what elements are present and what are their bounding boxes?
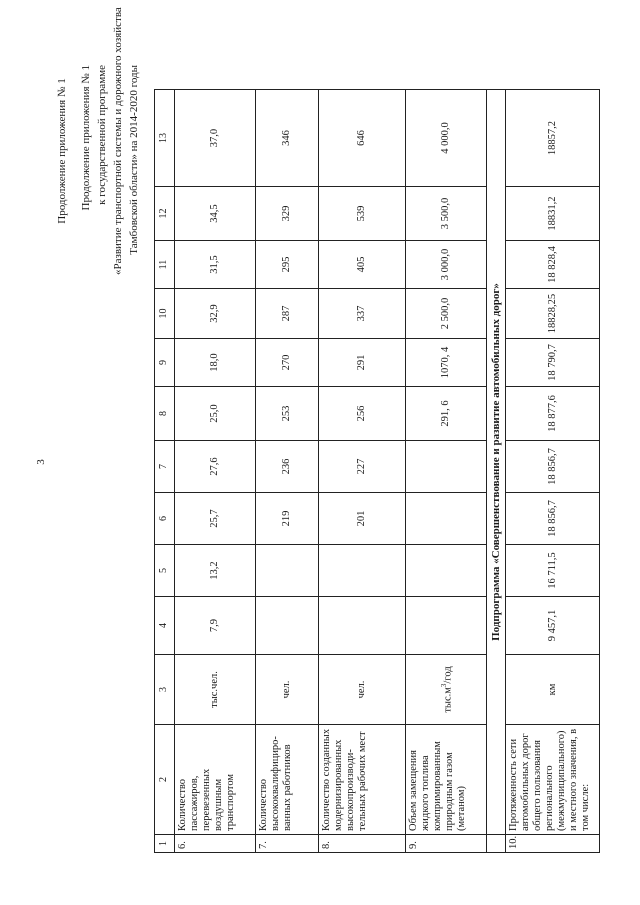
col-header: 10 — [155, 289, 175, 339]
value-cell: 270 — [256, 339, 319, 387]
value-cell: 405 — [318, 241, 406, 289]
value-cell — [256, 545, 319, 597]
value-cell: 291 — [318, 339, 406, 387]
value-cell: 9 457,1 — [506, 597, 600, 655]
indicator-name: Объем замещения жидкого топлива компримированным природным газом (метаном) — [406, 725, 487, 835]
col-header: 12 — [155, 187, 175, 241]
value-cell: 37,0 — [174, 90, 255, 187]
unit-cell: чел. — [318, 655, 406, 725]
col-header: 3 — [155, 655, 175, 725]
col-header: 4 — [155, 597, 175, 655]
row-number: 6. — [174, 835, 255, 853]
value-cell — [406, 441, 487, 493]
col-header: 8 — [155, 387, 175, 441]
value-cell: 539 — [318, 187, 406, 241]
indicators-table — [154, 89, 600, 853]
value-cell: 256 — [318, 387, 406, 441]
subprogram-title: Подпрограмма «Совершенствование и развитие автомобильных дорог» — [487, 90, 506, 835]
indicators-table-wrapper — [154, 90, 600, 853]
value-cell: 18 828,4 — [506, 241, 600, 289]
table-row — [318, 90, 406, 853]
value-cell: 1070, 4 — [406, 339, 487, 387]
col-header: 1 — [155, 835, 175, 853]
table-row — [506, 90, 600, 853]
unit-cell: км — [506, 655, 600, 725]
column-numbers-row — [155, 90, 175, 853]
unit-cell: тыс.чел. — [174, 655, 255, 725]
value-cell: 18857,2 — [506, 90, 600, 187]
value-cell: 18 877,6 — [506, 387, 600, 441]
continuation-title: Продолжение приложения № 1 — [56, 78, 68, 224]
appendix-header — [78, 7, 142, 275]
value-cell: 18 856,7 — [506, 493, 600, 545]
page-number: 3 — [35, 459, 47, 465]
col-header: 9 — [155, 339, 175, 387]
value-cell: 32,9 — [174, 289, 255, 339]
value-cell: 7,9 — [174, 597, 255, 655]
value-cell: 219 — [256, 493, 319, 545]
value-cell: 34,5 — [174, 187, 255, 241]
value-cell: 18 856,7 — [506, 441, 600, 493]
value-cell — [406, 493, 487, 545]
value-cell: 25,7 — [174, 493, 255, 545]
subprogram-row — [487, 90, 506, 853]
value-cell: 31,5 — [174, 241, 255, 289]
col-header: 2 — [155, 725, 175, 835]
col-header: 11 — [155, 241, 175, 289]
header-line-4: Тамбовской области» на 2014-2020 годы — [128, 65, 140, 255]
value-cell — [406, 545, 487, 597]
value-cell: 13,2 — [174, 545, 255, 597]
unit-main: тыс.м — [442, 687, 454, 713]
value-cell: 227 — [318, 441, 406, 493]
value-cell: 18828,25 — [506, 289, 600, 339]
value-cell: 3 500,0 — [406, 187, 487, 241]
value-cell: 287 — [256, 289, 319, 339]
indicator-name: Количество высококвалифициро-ванных работников — [256, 725, 319, 835]
value-cell: 295 — [256, 241, 319, 289]
value-cell: 25,0 — [174, 387, 255, 441]
value-cell: 18831,2 — [506, 187, 600, 241]
value-cell — [318, 597, 406, 655]
table-row — [174, 90, 255, 853]
value-cell: 646 — [318, 90, 406, 187]
unit-superscript: 3 — [440, 683, 449, 688]
row-number: 9. — [406, 835, 487, 853]
value-cell — [318, 545, 406, 597]
subprogram-empty-cell — [487, 835, 506, 853]
value-cell: 201 — [318, 493, 406, 545]
value-cell: 337 — [318, 289, 406, 339]
indicator-name: Количество созданных модернизированных высокопроизводи-тельных рабочих мест — [318, 725, 406, 835]
unit-cell — [406, 655, 487, 725]
row-number: 8. — [318, 835, 406, 853]
value-cell: 346 — [256, 90, 319, 187]
col-header: 5 — [155, 545, 175, 597]
value-cell: 236 — [256, 441, 319, 493]
table-row — [406, 90, 487, 853]
value-cell: 291, 6 — [406, 387, 487, 441]
value-cell: 18 790,7 — [506, 339, 600, 387]
value-cell: 18,0 — [174, 339, 255, 387]
row-number: 10. — [506, 835, 600, 853]
value-cell: 2 500,0 — [406, 289, 487, 339]
col-header: 7 — [155, 441, 175, 493]
row-number: 7. — [256, 835, 319, 853]
indicator-name: Протяженность сети автомобильных дорог общего пользования регионального (межмуниципального) и местного значения, в том числе: — [506, 725, 600, 835]
value-cell: 329 — [256, 187, 319, 241]
value-cell — [406, 597, 487, 655]
header-line-1: Продолжение приложения № 1 — [80, 65, 92, 211]
value-cell — [256, 597, 319, 655]
indicator-name: Количество пассажиров, перевезенных воздушным транспортом — [174, 725, 255, 835]
header-line-2: к государственной программе — [96, 65, 108, 205]
col-header: 13 — [155, 90, 175, 187]
header-line-3: «Развитие транспортной системы и дорожного хозяйства — [112, 7, 124, 275]
value-cell: 253 — [256, 387, 319, 441]
value-cell: 27,6 — [174, 441, 255, 493]
unit-cell: чел. — [256, 655, 319, 725]
unit-tail: /год — [442, 666, 454, 684]
value-cell: 16 711,5 — [506, 545, 600, 597]
value-cell: 4 000,0 — [406, 90, 487, 187]
col-header: 6 — [155, 493, 175, 545]
value-cell: 3 000,0 — [406, 241, 487, 289]
table-row — [256, 90, 319, 853]
